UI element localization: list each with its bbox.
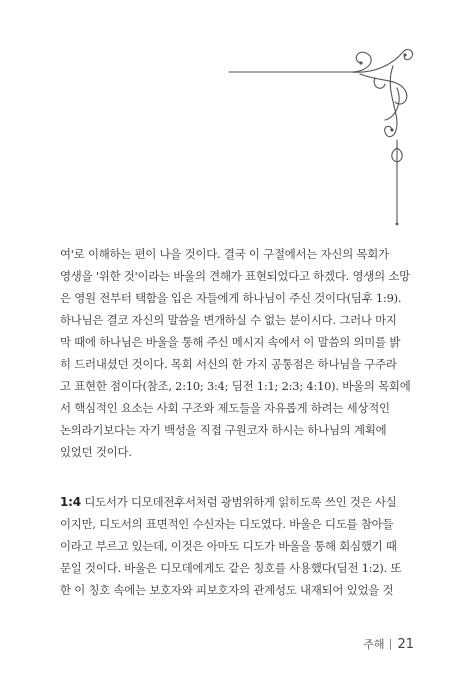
verse-reference: 1:4 [60, 495, 81, 509]
text-line: 히 드러내셨던 것이다. 목회 서신의 한 가지 공통점은 하나님을 구주라 [60, 357, 397, 371]
text-line: 하나님은 결코 자신의 말씀을 변개하실 수 없는 분이시다. 그러나 마지 [60, 313, 397, 327]
text-line: 이라고 부르고 있는데, 이것은 아마도 디도가 바울을 통해 회심했기 때 [60, 539, 397, 553]
text-line: 문일 것이다. 바울은 디모데에게도 같은 칭호를 사용했다(딤전 1:2). 또 [60, 561, 402, 575]
body-paragraph [60, 243, 410, 463]
section-label: 주해 [363, 638, 385, 651]
commentary-paragraph [60, 491, 410, 601]
text-line: 있었던 것이다. [60, 445, 132, 459]
text-line: 한 이 칭호 속에는 보호자와 피보호자의 관계성도 내재되어 있었을 것 [60, 583, 394, 597]
text-line [60, 491, 410, 513]
text-line: 고 표현한 점이다(참조, 2:10; 3:4; 딤전 1:1; 2:3; 4:10). 바울의 목회에 [60, 379, 410, 393]
text-line: 영생을 '위한 것'이라는 바울의 견해가 표현되었다고 하겠다. 영생의 소망 [60, 269, 410, 283]
flourish-ornament [225, 48, 420, 228]
text-line: 논의라기보다는 자기 백성을 직접 구원코자 하시는 하나님의 계획에 [60, 423, 387, 437]
text-line: 은 영원 전부터 택함을 입은 자들에게 하나님이 주신 것이다(딤후 1:9). [60, 291, 402, 305]
footer-divider [390, 639, 391, 650]
text-line: 이지만, 디도서의 표면적인 수신자는 디도였다. 바울은 디도를 참아들 [60, 517, 394, 531]
page-number: 21 [397, 636, 414, 652]
page-footer [340, 634, 414, 654]
text-line-rest: 디도서가 디모데전후서처럼 광범위하게 읽히도록 쓰인 것은 사실 [84, 495, 397, 509]
text-line: 서 핵심적인 요소는 사회 구조와 제도들을 자유롭게 하려는 세상적인 [60, 401, 390, 415]
text-line: 여'로 이해하는 편이 나을 것이다. 결국 이 구절에서는 자신의 목회가 [60, 247, 389, 261]
text-line: 막 때에 하나님은 바울을 통해 주신 메시지 속에서 이 말씀의 의미를 밝 [60, 335, 401, 349]
